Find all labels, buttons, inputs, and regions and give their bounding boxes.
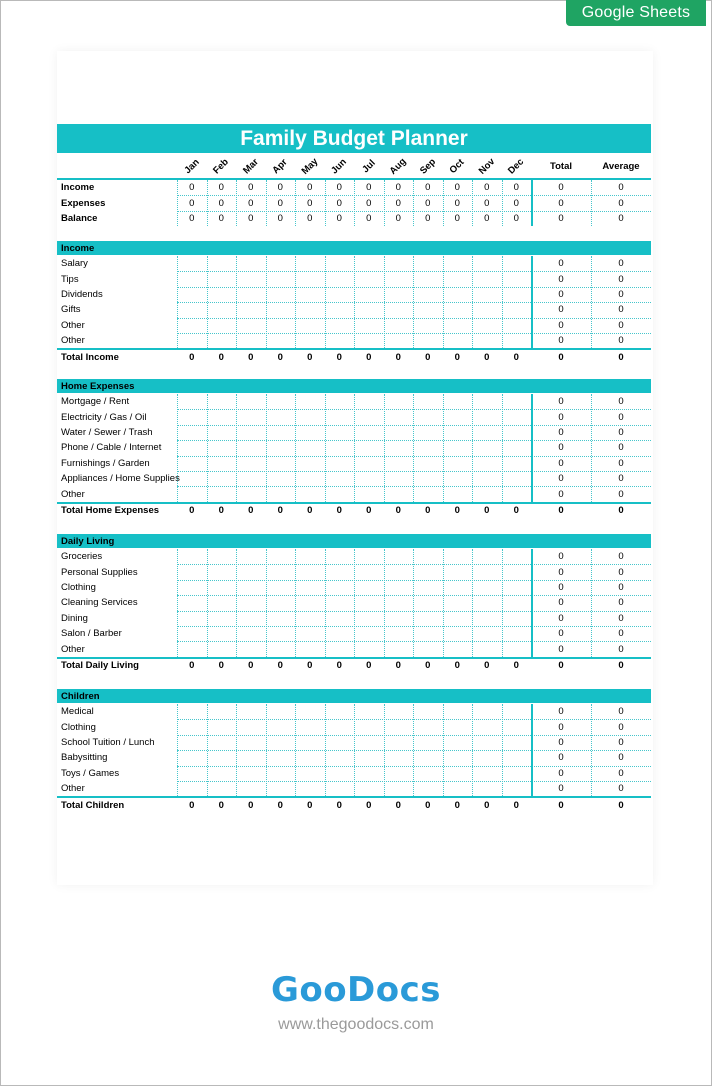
column-divider	[531, 180, 533, 226]
summary-expenses-jan-value[interactable]: 0	[189, 197, 195, 209]
summary-income-mar-value[interactable]: 0	[248, 182, 254, 194]
section-total-aug-value[interactable]: 0	[395, 659, 401, 671]
column-divider	[354, 549, 355, 657]
column-divider	[266, 704, 267, 796]
section-total-total-value: 0	[558, 351, 564, 363]
section-total-jul-value[interactable]: 0	[366, 351, 372, 363]
page-title: Family Budget Planner	[57, 124, 651, 153]
section-total-may-value[interactable]: 0	[307, 351, 313, 363]
column-divider	[325, 704, 326, 796]
line-item-total-value: 0	[558, 752, 564, 764]
section-total-jul-value[interactable]: 0	[366, 799, 372, 811]
column-divider	[413, 704, 414, 796]
line-item-average-value: 0	[618, 442, 624, 454]
summary-income-dec-value[interactable]: 0	[513, 182, 519, 194]
line-item-label: Personal Supplies	[61, 566, 138, 578]
section-total-apr-value[interactable]: 0	[277, 799, 283, 811]
column-divider	[236, 549, 237, 657]
summary-income-may-value[interactable]: 0	[307, 182, 313, 194]
column-divider	[384, 394, 385, 502]
month-header-nov: Nov	[476, 156, 497, 177]
line-item-label: Babysitting	[61, 752, 108, 764]
line-item-total-value: 0	[558, 551, 564, 563]
summary-expenses-jun-value[interactable]: 0	[336, 197, 342, 209]
summary-expenses-mar-value[interactable]: 0	[248, 197, 254, 209]
line-item-total-value: 0	[558, 643, 564, 655]
month-header-apr: Apr	[270, 156, 290, 177]
line-item-average-value: 0	[618, 752, 624, 764]
section-total-feb-value[interactable]: 0	[218, 504, 224, 516]
section-total-feb-value[interactable]: 0	[218, 799, 224, 811]
line-item-label: Furnishings / Garden	[61, 457, 150, 469]
month-header-may: May	[299, 156, 321, 177]
line-item-total-value: 0	[558, 783, 564, 795]
summary-balance-apr-value[interactable]: 0	[277, 212, 283, 224]
line-item-average-value: 0	[618, 612, 624, 624]
column-divider	[177, 704, 178, 796]
section-total-jun-value[interactable]: 0	[336, 659, 342, 671]
column-divider	[413, 549, 414, 657]
section-header-home-expenses: Home Expenses	[57, 379, 651, 393]
column-divider	[531, 394, 533, 502]
section-total-feb-value[interactable]: 0	[218, 659, 224, 671]
summary-balance-may-value[interactable]: 0	[307, 212, 313, 224]
summary-expenses-may-value[interactable]: 0	[307, 197, 313, 209]
line-item-average-value: 0	[618, 411, 624, 423]
section-total-label: Total Daily Living	[61, 659, 139, 671]
section-total-nov-value[interactable]: 0	[484, 351, 490, 363]
column-divider	[502, 180, 503, 226]
section-total-nov-value[interactable]: 0	[484, 799, 490, 811]
summary-income-feb-value[interactable]: 0	[218, 182, 224, 194]
column-divider	[591, 180, 592, 226]
line-item-average-value: 0	[618, 319, 624, 331]
summary-balance-jul-value[interactable]: 0	[366, 212, 372, 224]
line-item-total-value: 0	[558, 706, 564, 718]
column-divider	[266, 180, 267, 226]
line-item-total-value: 0	[558, 288, 564, 300]
section-total-aug-value[interactable]: 0	[395, 504, 401, 516]
summary-expenses-feb-value[interactable]: 0	[218, 197, 224, 209]
summary-balance-jan-value[interactable]: 0	[189, 212, 195, 224]
line-item-average-value: 0	[618, 551, 624, 563]
column-divider	[591, 549, 592, 657]
line-item-label: Toys / Games	[61, 767, 120, 779]
month-header-oct: Oct	[447, 157, 467, 176]
column-divider	[207, 256, 208, 348]
line-item-label: School Tuition / Lunch	[61, 736, 155, 748]
column-divider	[266, 549, 267, 657]
column-divider	[325, 180, 326, 226]
summary-income-average-value: 0	[618, 182, 624, 194]
line-item-label: Clothing	[61, 721, 96, 733]
section-total-dec-value[interactable]: 0	[513, 504, 519, 516]
column-divider	[207, 180, 208, 226]
section-total-dec-value[interactable]: 0	[513, 799, 519, 811]
column-divider	[472, 704, 473, 796]
column-divider	[266, 256, 267, 348]
line-item-total-value: 0	[558, 628, 564, 640]
section-total-apr-value[interactable]: 0	[277, 504, 283, 516]
summary-balance-aug-value[interactable]: 0	[395, 212, 401, 224]
column-divider	[472, 256, 473, 348]
summary-expenses-oct-value[interactable]: 0	[454, 197, 460, 209]
column-divider	[177, 256, 178, 348]
badge-corner-icon	[566, 0, 580, 26]
summary-balance-mar-value[interactable]: 0	[248, 212, 254, 224]
section-total-mar-value[interactable]: 0	[248, 351, 254, 363]
section-total-aug-value[interactable]: 0	[395, 351, 401, 363]
column-divider	[325, 256, 326, 348]
section-total-oct-value[interactable]: 0	[454, 799, 460, 811]
summary-expenses-total-value: 0	[558, 197, 564, 209]
line-item-total-value: 0	[558, 767, 564, 779]
column-divider	[472, 180, 473, 226]
line-item-label: Other	[61, 643, 85, 655]
summary-expenses-average-value: 0	[618, 197, 624, 209]
summary-balance-total-value: 0	[558, 212, 564, 224]
column-divider	[531, 549, 533, 657]
summary-label-expenses: Expenses	[61, 197, 106, 209]
section-total-dec-value[interactable]: 0	[513, 659, 519, 671]
section-total-mar-value[interactable]: 0	[248, 504, 254, 516]
line-item-average-value: 0	[618, 721, 624, 733]
summary-income-jan-value[interactable]: 0	[189, 182, 195, 194]
line-item-label: Mortgage / Rent	[61, 396, 130, 408]
month-header-feb: Feb	[211, 156, 232, 177]
line-item-average-value: 0	[618, 736, 624, 748]
line-item-label: Dining	[61, 612, 88, 624]
column-divider	[443, 180, 444, 226]
summary-expenses-sep-value[interactable]: 0	[425, 197, 431, 209]
line-item-label: Clothing	[61, 581, 96, 593]
line-item-label: Tips	[61, 273, 79, 285]
column-divider	[591, 704, 592, 796]
summary-expenses-jul-value[interactable]: 0	[366, 197, 372, 209]
section-total-label: Total Children	[61, 799, 125, 811]
section-total-nov-value[interactable]: 0	[484, 659, 490, 671]
column-divider	[502, 394, 503, 502]
column-divider	[384, 256, 385, 348]
brand-footer	[0, 970, 712, 1034]
month-header-jun: Jun	[329, 156, 350, 177]
summary-balance-dec-value[interactable]: 0	[513, 212, 519, 224]
section-total-sep-value[interactable]: 0	[425, 504, 431, 516]
column-divider	[384, 704, 385, 796]
line-item-average-value: 0	[618, 706, 624, 718]
section-total-may-value[interactable]: 0	[307, 799, 313, 811]
summary-expenses-dec-value[interactable]: 0	[513, 197, 519, 209]
column-divider	[413, 256, 414, 348]
column-divider	[354, 394, 355, 502]
section-total-aug-value[interactable]: 0	[395, 799, 401, 811]
section-total-average-value: 0	[618, 799, 624, 811]
column-divider	[354, 704, 355, 796]
section-total-jul-value[interactable]: 0	[366, 659, 372, 671]
summary-income-jul-value[interactable]: 0	[366, 182, 372, 194]
line-item-average-value: 0	[618, 457, 624, 469]
summary-income-total-value: 0	[558, 182, 564, 194]
column-divider	[236, 704, 237, 796]
section-total-may-value[interactable]: 0	[307, 504, 313, 516]
month-header-mar: Mar	[240, 156, 261, 177]
summary-balance-nov-value[interactable]: 0	[484, 212, 490, 224]
section-total-jun-value[interactable]: 0	[336, 351, 342, 363]
section-total-label: Total Home Expenses	[61, 504, 160, 516]
column-divider	[531, 256, 533, 348]
summary-label-balance: Balance	[61, 212, 98, 224]
column-divider	[591, 394, 592, 502]
budget-table	[57, 51, 653, 885]
line-item-total-value: 0	[558, 581, 564, 593]
line-item-average-value: 0	[618, 783, 624, 795]
line-item-label: Electricity / Gas / Oil	[61, 411, 147, 423]
line-item-total-value: 0	[558, 612, 564, 624]
section-total-total-value: 0	[558, 799, 564, 811]
section-header-income: Income	[57, 241, 651, 255]
line-item-total-value: 0	[558, 488, 564, 500]
section-header-daily-living: Daily Living	[57, 534, 651, 548]
section-total-jan-value[interactable]: 0	[189, 799, 195, 811]
google-sheets-badge[interactable]	[566, 0, 706, 26]
month-header-dec: Dec	[506, 156, 527, 177]
section-total-jul-value[interactable]: 0	[366, 504, 372, 516]
line-item-total-value: 0	[558, 426, 564, 438]
column-divider	[502, 549, 503, 657]
section-total-nov-value[interactable]: 0	[484, 504, 490, 516]
line-item-label: Medical	[61, 706, 94, 718]
line-item-average-value: 0	[618, 566, 624, 578]
column-divider	[413, 394, 414, 502]
line-item-average-value: 0	[618, 273, 624, 285]
column-divider	[295, 180, 296, 226]
column-divider	[207, 704, 208, 796]
section-total-label: Total Income	[61, 351, 119, 363]
line-item-label: Other	[61, 783, 85, 795]
column-divider	[591, 256, 592, 348]
summary-expenses-aug-value[interactable]: 0	[395, 197, 401, 209]
summary-balance-jun-value[interactable]: 0	[336, 212, 342, 224]
section-total-feb-value[interactable]: 0	[218, 351, 224, 363]
column-divider	[266, 394, 267, 502]
summary-expenses-nov-value[interactable]: 0	[484, 197, 490, 209]
line-item-average-value: 0	[618, 597, 624, 609]
section-total-average-value: 0	[618, 351, 624, 363]
budget-sheet	[57, 51, 653, 885]
column-divider	[413, 180, 414, 226]
column-divider	[502, 256, 503, 348]
line-item-total-value: 0	[558, 442, 564, 454]
month-header-jan: Jan	[182, 156, 202, 177]
column-divider	[354, 256, 355, 348]
summary-label-income: Income	[61, 182, 95, 194]
column-divider	[443, 549, 444, 657]
column-divider	[177, 549, 178, 657]
line-item-average-value: 0	[618, 643, 624, 655]
line-item-average-value: 0	[618, 473, 624, 485]
column-divider	[472, 394, 473, 502]
line-item-label: Other	[61, 335, 85, 347]
summary-income-sep-value[interactable]: 0	[425, 182, 431, 194]
column-divider	[177, 180, 178, 226]
line-item-total-value: 0	[558, 597, 564, 609]
section-total-oct-value[interactable]: 0	[454, 659, 460, 671]
section-total-apr-value[interactable]: 0	[277, 351, 283, 363]
line-item-total-value: 0	[558, 457, 564, 469]
column-divider	[384, 549, 385, 657]
section-total-jan-value[interactable]: 0	[189, 659, 195, 671]
line-item-total-value: 0	[558, 335, 564, 347]
line-item-average-value: 0	[618, 426, 624, 438]
line-item-label: Water / Sewer / Trash	[61, 426, 153, 438]
column-divider	[472, 549, 473, 657]
column-divider	[354, 180, 355, 226]
line-item-label: Phone / Cable / Internet	[61, 442, 162, 454]
section-total-total-value: 0	[558, 504, 564, 516]
line-item-total-value: 0	[558, 319, 564, 331]
brand-url[interactable]: www.thegoodocs.com	[278, 1016, 434, 1033]
line-item-label: Other	[61, 319, 85, 331]
section-header-children: Children	[57, 689, 651, 703]
summary-income-oct-value[interactable]: 0	[454, 182, 460, 194]
summary-balance-feb-value[interactable]: 0	[218, 212, 224, 224]
column-divider	[384, 180, 385, 226]
line-item-label: Salary	[61, 258, 88, 270]
line-item-average-value: 0	[618, 581, 624, 593]
line-item-label: Cleaning Services	[61, 597, 138, 609]
section-total-jan-value[interactable]: 0	[189, 351, 195, 363]
line-item-total-value: 0	[558, 473, 564, 485]
total-header: Total	[550, 161, 572, 172]
column-divider	[443, 256, 444, 348]
column-divider	[443, 704, 444, 796]
summary-income-nov-value[interactable]: 0	[484, 182, 490, 194]
section-total-apr-value[interactable]: 0	[277, 659, 283, 671]
line-item-label: Groceries	[61, 551, 103, 563]
summary-income-jun-value[interactable]: 0	[336, 182, 342, 194]
average-header: Average	[602, 161, 640, 172]
column-divider	[531, 704, 533, 796]
line-item-total-value: 0	[558, 411, 564, 423]
section-total-may-value[interactable]: 0	[307, 659, 313, 671]
column-divider	[325, 549, 326, 657]
line-item-label: Salon / Barber	[61, 628, 122, 640]
line-item-label: Appliances / Home Supplies	[61, 473, 180, 485]
column-divider	[207, 394, 208, 502]
line-item-label: Dividends	[61, 288, 103, 300]
month-header-aug: Aug	[387, 156, 409, 177]
summary-balance-sep-value[interactable]: 0	[425, 212, 431, 224]
brand-logo[interactable]: GooDocs	[270, 970, 442, 1010]
summary-income-apr-value[interactable]: 0	[277, 182, 283, 194]
section-total-sep-value[interactable]: 0	[425, 351, 431, 363]
line-item-total-value: 0	[558, 304, 564, 316]
column-divider	[295, 704, 296, 796]
section-total-mar-value[interactable]: 0	[248, 799, 254, 811]
line-item-total-value: 0	[558, 396, 564, 408]
column-divider	[295, 549, 296, 657]
summary-balance-average-value: 0	[618, 212, 624, 224]
summary-income-aug-value[interactable]: 0	[395, 182, 401, 194]
line-item-label: Gifts	[61, 304, 81, 316]
line-item-total-value: 0	[558, 736, 564, 748]
column-divider	[177, 394, 178, 502]
section-total-jan-value[interactable]: 0	[189, 504, 195, 516]
line-item-total-value: 0	[558, 273, 564, 285]
section-total-mar-value[interactable]: 0	[248, 659, 254, 671]
month-header-sep: Sep	[417, 156, 438, 177]
line-item-average-value: 0	[618, 396, 624, 408]
column-divider	[295, 394, 296, 502]
section-total-dec-value[interactable]: 0	[513, 351, 519, 363]
line-item-average-value: 0	[618, 767, 624, 779]
section-total-average-value: 0	[618, 504, 624, 516]
column-divider	[236, 394, 237, 502]
line-item-total-value: 0	[558, 721, 564, 733]
section-total-jun-value[interactable]: 0	[336, 504, 342, 516]
line-item-average-value: 0	[618, 628, 624, 640]
section-total-sep-value[interactable]: 0	[425, 659, 431, 671]
month-header-jul: Jul	[359, 157, 378, 176]
line-item-label: Other	[61, 488, 85, 500]
section-total-sep-value[interactable]: 0	[425, 799, 431, 811]
column-divider	[236, 180, 237, 226]
badge-label: Google Sheets	[581, 4, 691, 21]
section-total-average-value: 0	[618, 659, 624, 671]
column-divider	[443, 394, 444, 502]
line-item-average-value: 0	[618, 288, 624, 300]
section-total-oct-value[interactable]: 0	[454, 504, 460, 516]
line-item-average-value: 0	[618, 488, 624, 500]
line-item-total-value: 0	[558, 566, 564, 578]
line-item-average-value: 0	[618, 304, 624, 316]
column-divider	[502, 704, 503, 796]
section-total-jun-value[interactable]: 0	[336, 799, 342, 811]
column-divider	[236, 256, 237, 348]
summary-balance-oct-value[interactable]: 0	[454, 212, 460, 224]
section-total-oct-value[interactable]: 0	[454, 351, 460, 363]
line-item-average-value: 0	[618, 258, 624, 270]
line-item-total-value: 0	[558, 258, 564, 270]
line-item-average-value: 0	[618, 335, 624, 347]
section-total-total-value: 0	[558, 659, 564, 671]
summary-expenses-apr-value[interactable]: 0	[277, 197, 283, 209]
column-divider	[325, 394, 326, 502]
column-divider	[295, 256, 296, 348]
column-divider	[207, 549, 208, 657]
